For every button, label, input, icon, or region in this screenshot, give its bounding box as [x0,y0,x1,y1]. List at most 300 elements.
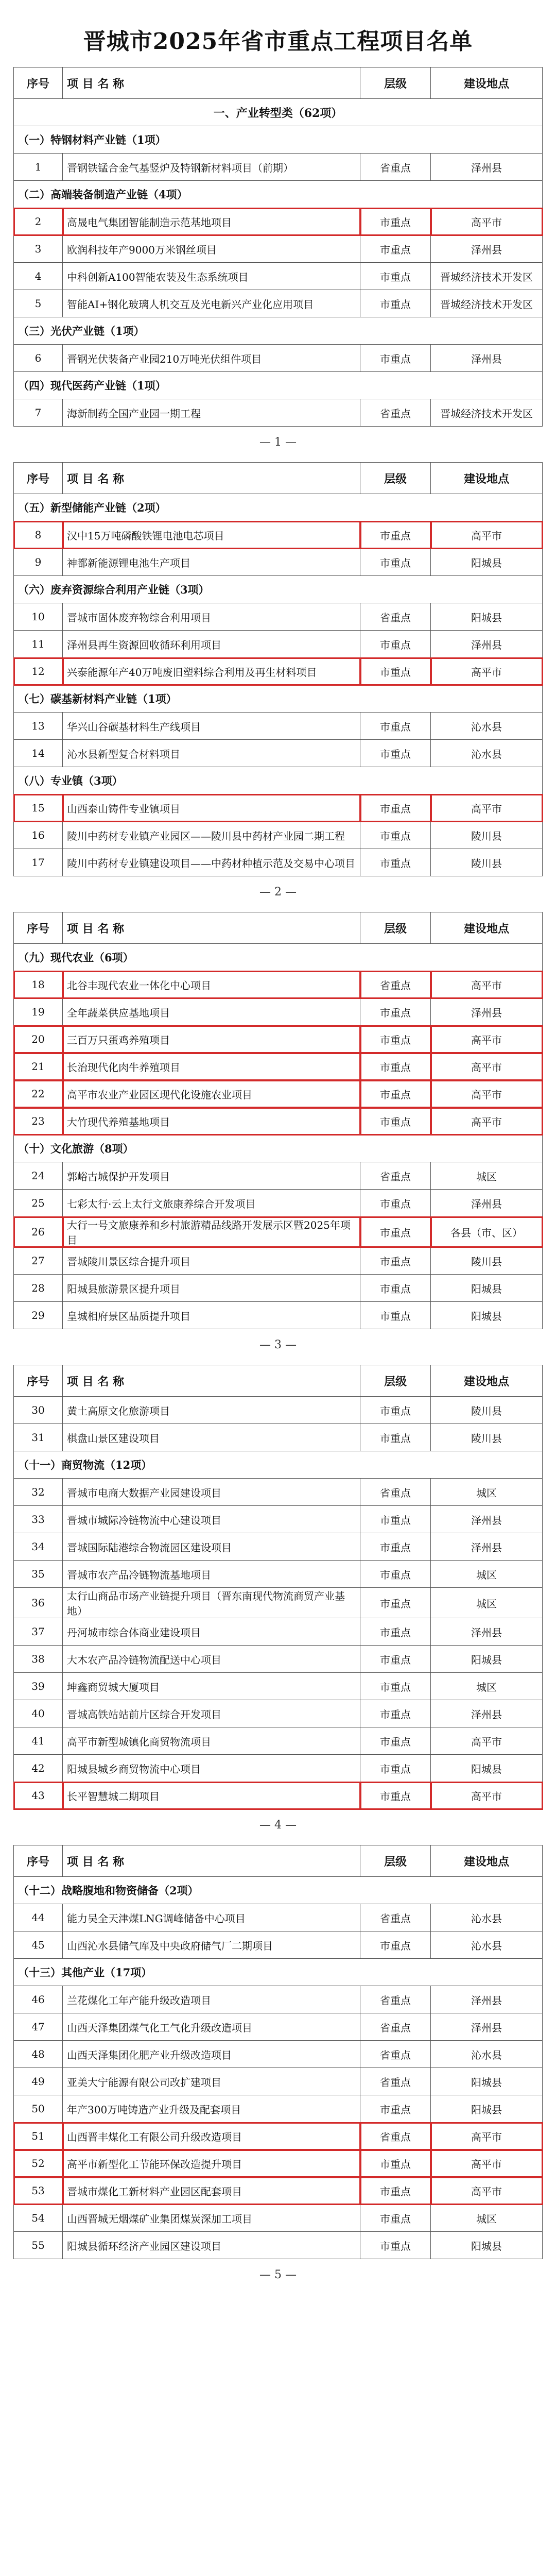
project-name: 长平智慧城二期项目 [63,1782,360,1809]
table-row [14,740,543,767]
row-number: 44 [14,1904,63,1931]
project-name: 神都新能源锂电池生产项目 [63,549,360,576]
group-row [14,494,543,521]
project-table [13,67,543,427]
row-number: 25 [14,1190,63,1217]
table-row [14,154,543,181]
project-name: 七彩太行·云上太行文旅康养综合开发项目 [63,1190,360,1217]
group-row [14,372,543,399]
document-page [13,1845,543,2295]
row-number: 19 [14,998,63,1026]
project-location: 泽州县 [431,1986,543,2013]
group-heading: （一）特钢材料产业链（1项） [14,126,543,154]
table-row [14,1727,543,1755]
group-heading: （六）废弃资源综合利用产业链（3项） [14,576,543,603]
project-name: 中科创新A100智能农装及生态系统项目 [63,263,360,290]
table-row [14,549,543,576]
row-number: 29 [14,1302,63,1329]
table-row [14,399,543,427]
project-location: 城区 [431,1479,543,1506]
project-location: 高平市 [431,1108,543,1135]
header-location: 建设地点 [431,1845,543,1877]
project-level: 市重点 [360,521,431,549]
project-location: 高平市 [431,208,543,235]
project-level: 市重点 [360,1782,431,1809]
project-name: 海新制药全国产业园一期工程 [63,399,360,427]
row-number: 13 [14,713,63,740]
project-location: 阳城县 [431,1302,543,1329]
project-name: 高晟电气集团智能制造示范基地项目 [63,208,360,235]
project-level: 市重点 [360,794,431,822]
table-row [14,1479,543,1506]
document-body [0,67,556,2295]
project-location: 高平市 [431,1782,543,1809]
project-name: 棋盘山景区建设项目 [63,1424,360,1451]
project-location: 陵川县 [431,1397,543,1424]
project-level: 省重点 [360,2068,431,2095]
row-number: 2 [14,208,63,235]
table-row [14,1302,543,1329]
project-name: 黄土高原文化旅游项目 [63,1397,360,1424]
project-level: 市重点 [360,1618,431,1646]
row-number: 49 [14,2068,63,2095]
group-heading: （九）现代农业（6项） [14,944,543,971]
document-page [13,1365,543,1845]
project-level: 省重点 [360,971,431,998]
project-name: 智能AI+钢化玻璃人机交互及光电新兴产业化应用项目 [63,290,360,317]
project-level: 市重点 [360,1190,431,1217]
header-location: 建设地点 [431,1365,543,1397]
header-location: 建设地点 [431,67,543,99]
project-name: 年产300万吨铸造产业升级及配套项目 [63,2095,360,2123]
group-row [14,317,543,345]
project-name: 山西晋城无烟煤矿业集团煤炭深加工项目 [63,2205,360,2232]
document-title: 晋城市2025年省市重点工程项目名单 [83,28,473,55]
table-row [14,998,543,1026]
project-location: 阳城县 [431,603,543,631]
table-row [14,1931,543,1959]
project-location: 高平市 [431,1026,543,1053]
header-no: 序号 [14,463,63,494]
row-number: 24 [14,1162,63,1190]
table-row [14,1424,543,1451]
project-location: 城区 [431,1588,543,1618]
row-number: 30 [14,1397,63,1424]
table-row [14,1275,543,1302]
group-heading: （三）光伏产业链（1项） [14,317,543,345]
row-number: 37 [14,1618,63,1646]
page-number-label: — 4 — [259,1819,297,1832]
header-name: 项 目 名 称 [63,463,360,494]
header-level: 层级 [360,1845,431,1877]
project-location: 阳城县 [431,1755,543,1782]
row-number: 54 [14,2205,63,2232]
project-level: 市重点 [360,631,431,658]
project-location: 各县（市、区） [431,1217,543,1247]
header-no: 序号 [14,912,63,944]
project-level: 市重点 [360,1275,431,1302]
table-row [14,2013,543,2041]
header-level: 层级 [360,463,431,494]
project-level: 市重点 [360,1080,431,1108]
row-number: 34 [14,1533,63,1561]
section-heading: 一、产业转型类（62项） [14,99,543,126]
group-row [14,1877,543,1904]
project-location: 城区 [431,1673,543,1700]
row-number: 39 [14,1673,63,1700]
project-level: 市重点 [360,345,431,372]
table-row [14,603,543,631]
page-number [13,1809,543,1845]
project-location: 泽州县 [431,154,543,181]
project-name: 阳城县循环经济产业园区建设项目 [63,2232,360,2259]
group-row [14,944,543,971]
project-name: 陵川中药材专业镇产业园区——陵川县中药材产业园二期工程 [63,822,360,849]
table-row [14,1026,543,1053]
project-level: 市重点 [360,1755,431,1782]
row-number: 43 [14,1782,63,1809]
header-location: 建设地点 [431,463,543,494]
project-location: 高平市 [431,2177,543,2205]
project-location: 阳城县 [431,1275,543,1302]
row-number: 51 [14,2123,63,2150]
table-row [14,713,543,740]
table-row [14,2205,543,2232]
row-number: 42 [14,1755,63,1782]
page-number-label: — 3 — [259,1338,297,1351]
project-location: 阳城县 [431,1646,543,1673]
row-number: 23 [14,1108,63,1135]
header-no: 序号 [14,1845,63,1877]
table-row [14,2150,543,2177]
table-row [14,2123,543,2150]
project-level: 市重点 [360,2232,431,2259]
header-no: 序号 [14,67,63,99]
project-table [13,1845,543,2259]
row-number: 14 [14,740,63,767]
project-name: 全年蔬菜供应基地项目 [63,998,360,1026]
project-name: 晋城市固体废弃物综合利用项目 [63,603,360,631]
project-location: 泽州县 [431,1190,543,1217]
table-row [14,1533,543,1561]
project-level: 市重点 [360,1533,431,1561]
row-number: 6 [14,345,63,372]
project-name: 山西天泽集团煤气化工气化升级改造项目 [63,2013,360,2041]
document-page [13,912,543,1365]
project-level: 市重点 [360,1700,431,1727]
row-number: 22 [14,1080,63,1108]
project-level: 市重点 [360,2177,431,2205]
project-location: 高平市 [431,521,543,549]
project-level: 市重点 [360,1727,431,1755]
row-number: 15 [14,794,63,822]
project-name: 北谷丰现代农业一体化中心项目 [63,971,360,998]
project-location: 高平市 [431,1080,543,1108]
project-level: 市重点 [360,208,431,235]
project-location: 晋城经济技术开发区 [431,290,543,317]
header-name: 项 目 名 称 [63,67,360,99]
project-location: 泽州县 [431,1700,543,1727]
table-row [14,2095,543,2123]
project-name: 高平市农业产业园区现代化设施农业项目 [63,1080,360,1108]
row-number: 47 [14,2013,63,2041]
table-row [14,1397,543,1424]
project-name: 欧润科技年产9000万米钢丝项目 [63,235,360,263]
project-level: 省重点 [360,1986,431,2013]
project-location: 陵川县 [431,1247,543,1275]
table-row [14,822,543,849]
row-number: 10 [14,603,63,631]
project-name: 阳城县城乡商贸物流中心项目 [63,1755,360,1782]
table-header-row [14,463,543,494]
project-level: 市重点 [360,1424,431,1451]
row-number: 50 [14,2095,63,2123]
project-name: 晋城市电商大数据产业园建设项目 [63,1479,360,1506]
project-location: 晋城经济技术开发区 [431,263,543,290]
project-level: 省重点 [360,154,431,181]
table-row [14,263,543,290]
row-number: 32 [14,1479,63,1506]
project-level: 市重点 [360,2150,431,2177]
table-row [14,2177,543,2205]
project-location: 泽州县 [431,345,543,372]
row-number: 31 [14,1424,63,1451]
project-location: 沁水县 [431,740,543,767]
table-row [14,1646,543,1673]
project-name: 晋钢光伏装备产业园210万吨光伏组件项目 [63,345,360,372]
page-number [13,2259,543,2295]
row-number: 3 [14,235,63,263]
header-no: 序号 [14,1365,63,1397]
group-row [14,1451,543,1479]
project-name: 山西泰山铸件专业镇项目 [63,794,360,822]
header-name: 项 目 名 称 [63,1365,360,1397]
project-name: 丹河城市综合体商业建设项目 [63,1618,360,1646]
row-number: 46 [14,1986,63,2013]
table-row [14,1700,543,1727]
project-name: 晋城市城际冷链物流中心建设项目 [63,1506,360,1533]
project-location: 高平市 [431,971,543,998]
project-level: 市重点 [360,549,431,576]
table-row [14,1782,543,1809]
project-level: 市重点 [360,1026,431,1053]
group-row [14,1959,543,1986]
table-row [14,1053,543,1080]
project-location: 城区 [431,2205,543,2232]
row-number: 26 [14,1217,63,1247]
project-level: 市重点 [360,1108,431,1135]
row-number: 16 [14,822,63,849]
project-name: 坤鑫商贸城大厦项目 [63,1673,360,1700]
project-level: 省重点 [360,399,431,427]
group-row [14,685,543,713]
project-name: 亚美大宁能源有限公司改扩建项目 [63,2068,360,2095]
row-number: 1 [14,154,63,181]
project-level: 市重点 [360,1931,431,1959]
row-number: 48 [14,2041,63,2068]
page-number [13,876,543,912]
table-row [14,1755,543,1782]
table-row [14,2232,543,2259]
group-heading: （十）文化旅游（8项） [14,1135,543,1162]
table-header-row [14,67,543,99]
table-row [14,1588,543,1618]
project-name: 长治现代化肉牛养殖项目 [63,1053,360,1080]
header-location: 建设地点 [431,912,543,944]
table-header-row [14,912,543,944]
project-location: 泽州县 [431,235,543,263]
project-location: 陵川县 [431,822,543,849]
project-level: 市重点 [360,263,431,290]
table-header-row [14,1365,543,1397]
row-number: 27 [14,1247,63,1275]
row-number: 17 [14,849,63,876]
row-number: 12 [14,658,63,685]
project-level: 市重点 [360,658,431,685]
table-row [14,1986,543,2013]
page-number [13,427,543,462]
row-number: 28 [14,1275,63,1302]
project-location: 高平市 [431,794,543,822]
group-row [14,126,543,154]
project-name: 皇城相府景区品质提升项目 [63,1302,360,1329]
header-level: 层级 [360,912,431,944]
project-level: 省重点 [360,1479,431,1506]
project-name: 兰花煤化工年产能升级改造项目 [63,1986,360,2013]
project-name: 山西天泽集团化肥产业升级改造项目 [63,2041,360,2068]
project-level: 省重点 [360,2013,431,2041]
project-location: 泽州县 [431,1618,543,1646]
table-row [14,521,543,549]
project-name: 晋钢铁锰合金气基竖炉及特钢新材料项目（前期） [63,154,360,181]
project-location: 泽州县 [431,1533,543,1561]
project-name: 晋城市农产品冷链物流基地项目 [63,1561,360,1588]
project-level: 市重点 [360,1506,431,1533]
table-row [14,1506,543,1533]
row-number: 9 [14,549,63,576]
row-number: 38 [14,1646,63,1673]
row-number: 53 [14,2177,63,2205]
project-name: 泽州县再生资源回收循环利用项目 [63,631,360,658]
project-name: 大竹现代养殖基地项目 [63,1108,360,1135]
project-level: 市重点 [360,849,431,876]
project-name: 沁水县新型复合材料项目 [63,740,360,767]
project-name: 高平市新型城镇化商贸物流项目 [63,1727,360,1755]
project-location: 泽州县 [431,1506,543,1533]
project-level: 市重点 [360,1646,431,1673]
group-row [14,1135,543,1162]
row-number: 7 [14,399,63,427]
project-location: 沁水县 [431,2041,543,2068]
table-row [14,235,543,263]
project-name: 晋城国际陆港综合物流园区建设项目 [63,1533,360,1561]
project-level: 市重点 [360,1302,431,1329]
project-level: 市重点 [360,998,431,1026]
document-page [13,67,543,462]
project-location: 晋城经济技术开发区 [431,399,543,427]
table-row [14,208,543,235]
project-location: 陵川县 [431,1424,543,1451]
project-location: 阳城县 [431,549,543,576]
project-name: 晋城高铁站站前片区综合开发项目 [63,1700,360,1727]
project-name: 华兴山谷碳基材料生产线项目 [63,713,360,740]
project-name: 晋城陵川景区综合提升项目 [63,1247,360,1275]
table-row [14,849,543,876]
project-level: 市重点 [360,1588,431,1618]
group-heading: （八）专业镇（3项） [14,767,543,794]
header-name: 项 目 名 称 [63,912,360,944]
table-row [14,1162,543,1190]
row-number: 41 [14,1727,63,1755]
page-number-label: — 1 — [259,436,297,449]
table-row [14,1904,543,1931]
table-row [14,658,543,685]
project-location: 城区 [431,1561,543,1588]
table-row [14,1618,543,1646]
table-row [14,2041,543,2068]
table-row [14,290,543,317]
project-name: 兴泰能源年产40万吨废旧塑料综合利用及再生材料项目 [63,658,360,685]
row-number: 21 [14,1053,63,1080]
project-location: 陵川县 [431,849,543,876]
project-location: 阳城县 [431,2068,543,2095]
project-location: 高平市 [431,2123,543,2150]
table-row [14,971,543,998]
page-number-label: — 5 — [259,2268,297,2281]
project-table [13,462,543,876]
project-table [13,1365,543,1809]
table-row [14,1080,543,1108]
project-level: 市重点 [360,2205,431,2232]
project-level: 市重点 [360,1561,431,1588]
project-name: 能力吴全天津煤LNG调峰储备中心项目 [63,1904,360,1931]
project-level: 省重点 [360,603,431,631]
table-row [14,345,543,372]
table-row [14,794,543,822]
table-row [14,1561,543,1588]
project-level: 市重点 [360,235,431,263]
row-number: 45 [14,1931,63,1959]
project-level: 市重点 [360,1247,431,1275]
project-level: 市重点 [360,713,431,740]
project-level: 省重点 [360,1904,431,1931]
project-location: 高平市 [431,1053,543,1080]
project-level: 市重点 [360,290,431,317]
row-number: 11 [14,631,63,658]
header-name: 项 目 名 称 [63,1845,360,1877]
document-page [13,462,543,912]
group-row [14,576,543,603]
project-name: 陵川中药材专业镇建设项目——中药材种植示范及交易中心项目 [63,849,360,876]
project-name: 山西沁水县储气库及中央政府储气厂二期项目 [63,1931,360,1959]
project-name: 阳城县旅游景区提升项目 [63,1275,360,1302]
group-heading: （十一）商贸物流（12项） [14,1451,543,1479]
row-number: 52 [14,2150,63,2177]
row-number: 35 [14,1561,63,1588]
project-level: 市重点 [360,740,431,767]
project-location: 沁水县 [431,1904,543,1931]
project-name: 汉中15万吨磷酸铁锂电池电芯项目 [63,521,360,549]
project-name: 郭峪古城保护开发项目 [63,1162,360,1190]
project-name: 大行一号文旅康养和乡村旅游精品线路开发展示区暨2025年项目 [63,1217,360,1247]
row-number: 36 [14,1588,63,1618]
table-row [14,1673,543,1700]
row-number: 33 [14,1506,63,1533]
table-row [14,2068,543,2095]
project-location: 沁水县 [431,1931,543,1959]
group-heading: （四）现代医药产业链（1项） [14,372,543,399]
table-header-row [14,1845,543,1877]
